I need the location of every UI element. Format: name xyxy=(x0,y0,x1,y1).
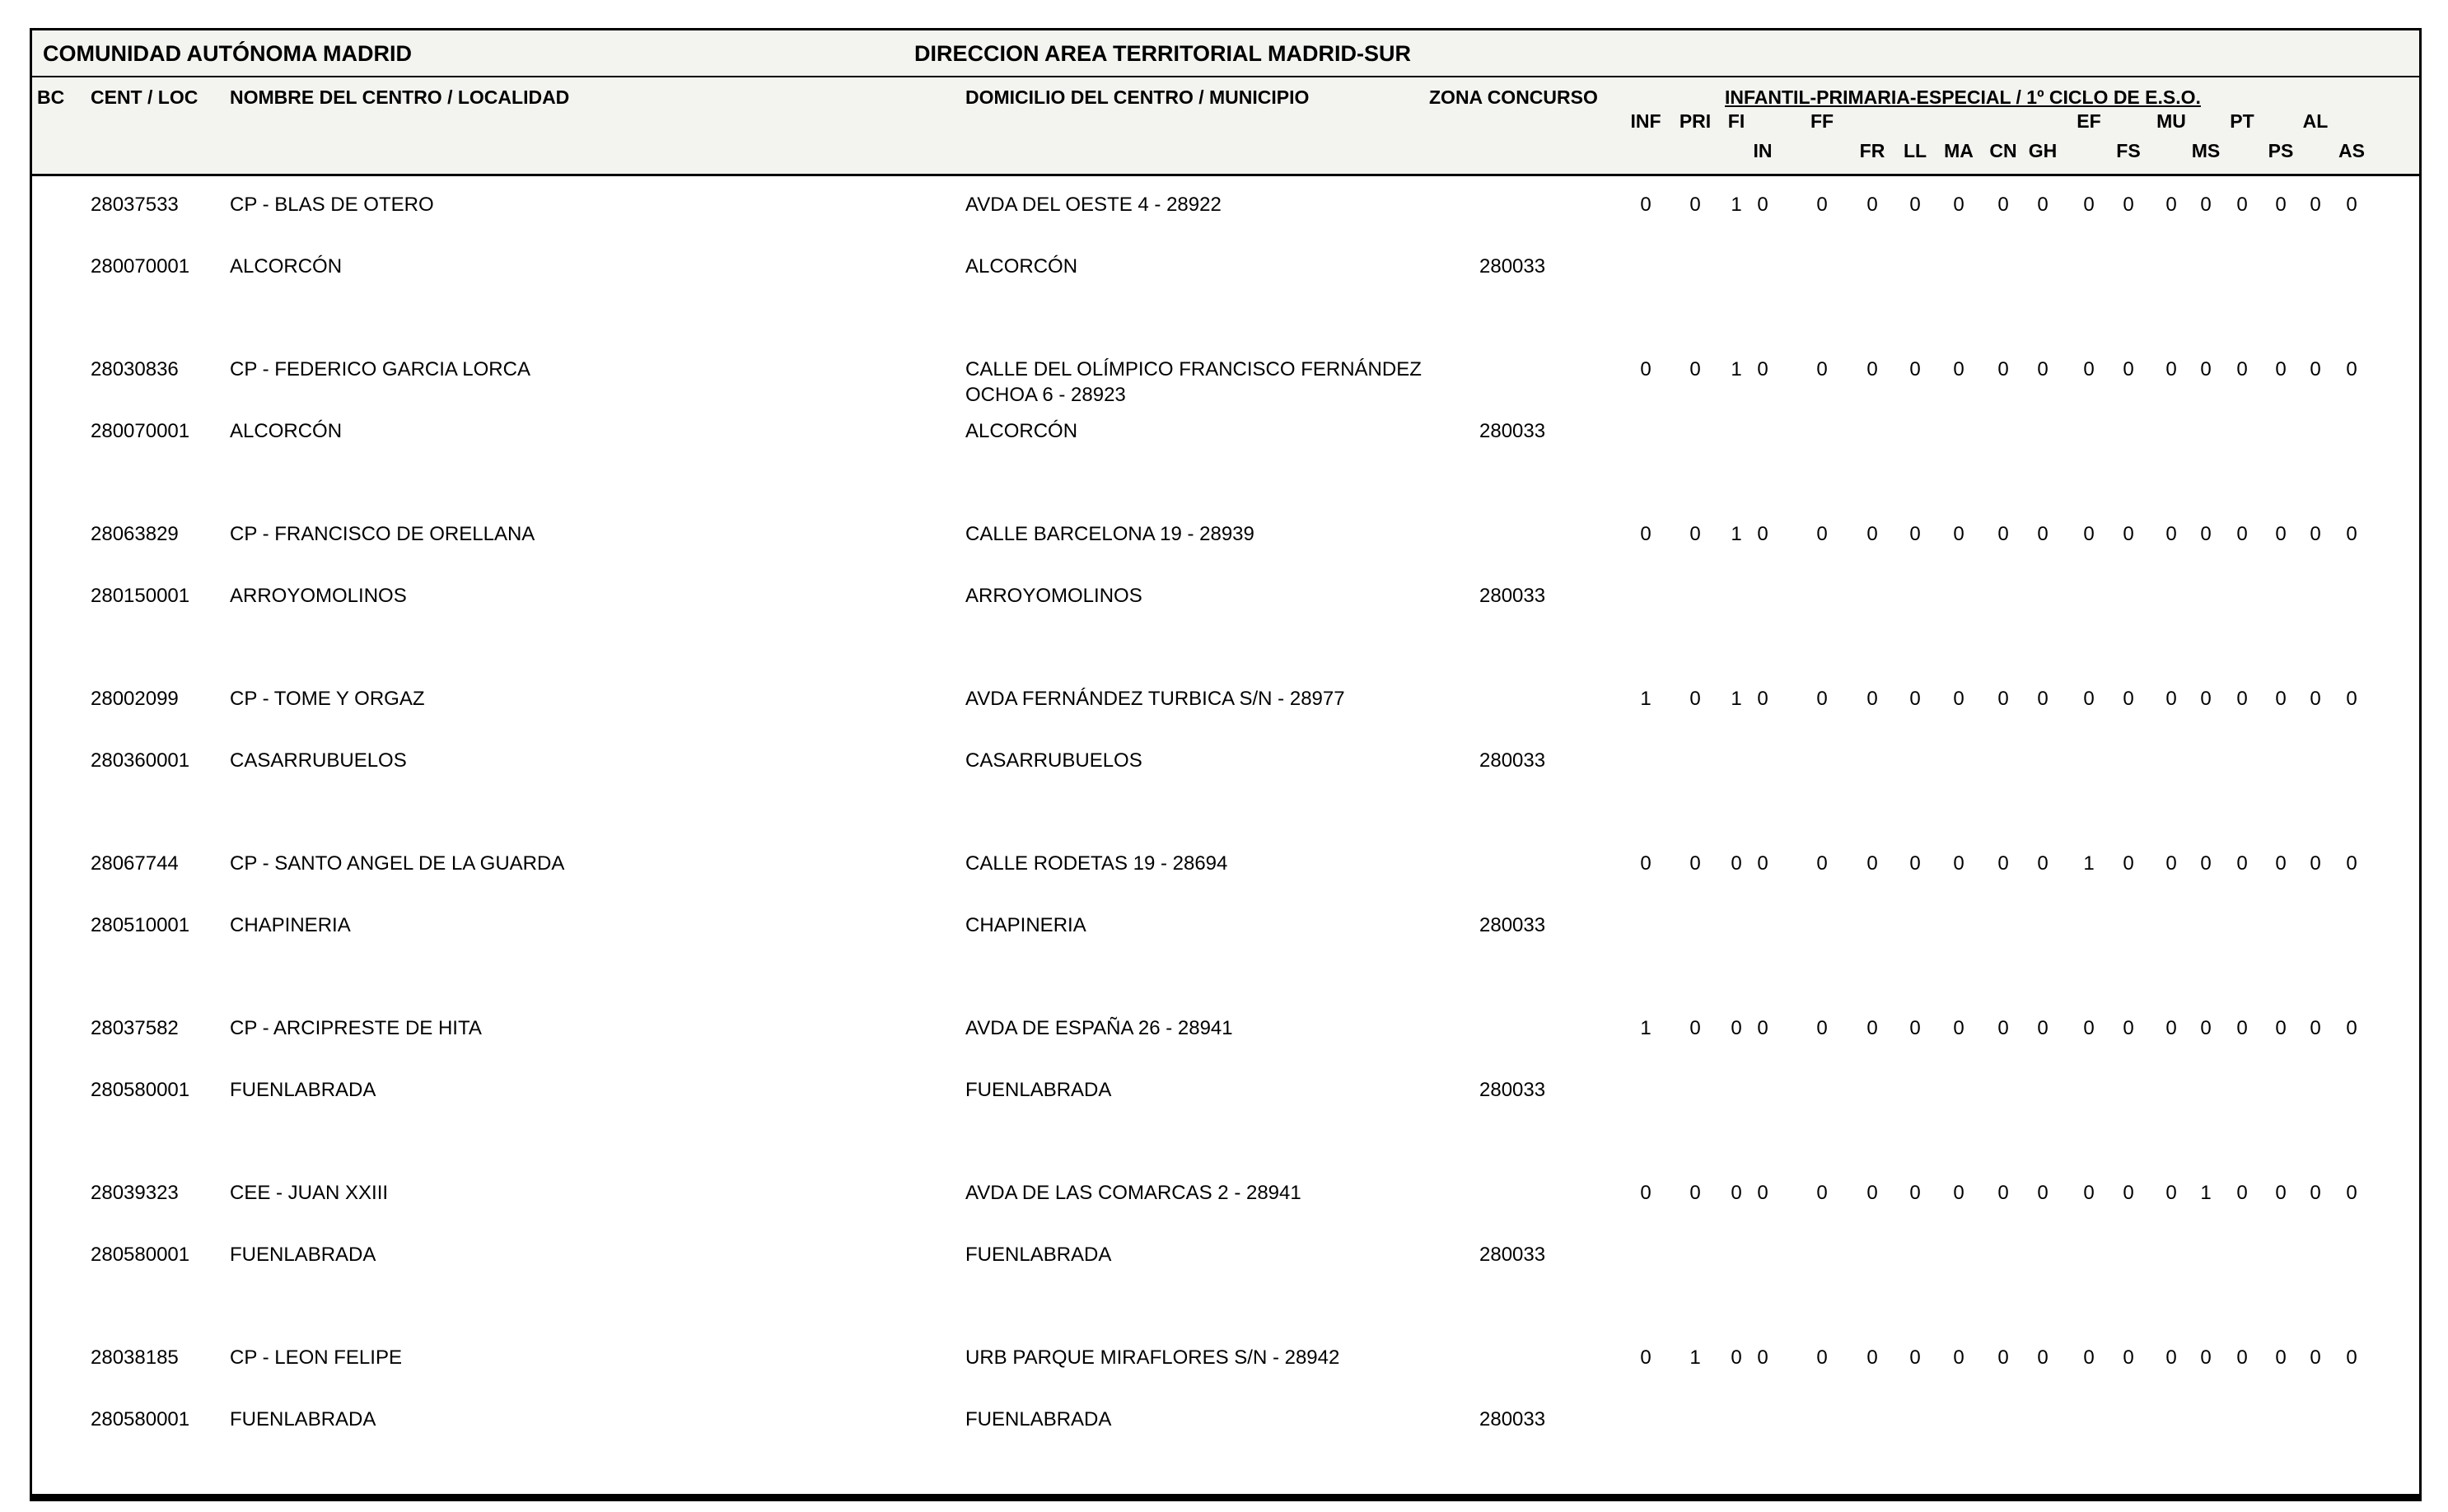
locality-name: FUENLABRADA xyxy=(230,1244,376,1266)
vacancy-cn: 0 xyxy=(1997,194,2009,216)
center-code: 28037533 xyxy=(91,194,179,216)
vacancy-fs: 0 xyxy=(2123,852,2134,875)
center-entry xyxy=(32,506,2419,670)
locality-code: 280150001 xyxy=(91,585,190,607)
report-table-frame xyxy=(30,28,2422,1501)
vacancy-ma: 0 xyxy=(1953,1346,1964,1369)
vacancy-fr: 0 xyxy=(1866,852,1878,875)
center-name: CP - LEON FELIPE xyxy=(230,1346,402,1369)
vacancy-as: 0 xyxy=(2346,1346,2357,1369)
municipality-name: CHAPINERIA xyxy=(965,914,1086,936)
vacancy-gh: 0 xyxy=(2037,1182,2049,1204)
vacancy-fi: 1 xyxy=(1731,688,1742,710)
zona-concurso-value: 280033 xyxy=(1479,914,1546,936)
center-address: CALLE DEL OLÍMPICO FRANCISCO FERNÁNDEZ OCHOA 6 - 28923 xyxy=(965,358,1422,406)
vacancy-in: 0 xyxy=(1757,523,1768,545)
locality-name: FUENLABRADA xyxy=(230,1408,376,1430)
vacancy-pri: 1 xyxy=(1689,1346,1701,1369)
vacancy-inf: 1 xyxy=(1640,1017,1651,1039)
center-name: CP - TOME Y ORGAZ xyxy=(230,688,425,710)
vacancy-fi: 0 xyxy=(1731,1017,1742,1039)
vacancy-pri: 0 xyxy=(1689,523,1701,545)
specialty-code-in: IN xyxy=(1753,140,1773,161)
locality-code: 280070001 xyxy=(91,255,190,278)
specialty-code-fs: FS xyxy=(2116,140,2141,161)
municipality-name: CASARRUBUELOS xyxy=(965,749,1142,772)
vacancy-fr: 0 xyxy=(1866,1346,1878,1369)
vacancy-fs: 0 xyxy=(2123,1182,2134,1204)
vacancy-gh: 0 xyxy=(2037,358,2049,380)
vacancy-cn: 0 xyxy=(1997,1346,2009,1369)
vacancy-ll: 0 xyxy=(1909,1346,1921,1369)
vacancy-ma: 0 xyxy=(1953,688,1964,710)
vacancy-al: 0 xyxy=(2310,1182,2321,1204)
vacancy-pt: 0 xyxy=(2236,1017,2248,1039)
vacancy-ps: 0 xyxy=(2275,1017,2287,1039)
vacancy-gh: 0 xyxy=(2037,1346,2049,1369)
center-name: CP - FEDERICO GARCIA LORCA xyxy=(230,358,530,380)
zona-concurso-value: 280033 xyxy=(1479,1408,1546,1430)
vacancy-inf: 0 xyxy=(1640,358,1651,380)
center-rows xyxy=(32,176,2419,1494)
center-name: CP - BLAS DE OTERO xyxy=(230,194,434,216)
vacancy-pt: 0 xyxy=(2236,523,2248,545)
locality-code: 280580001 xyxy=(91,1408,190,1430)
vacancy-ff: 0 xyxy=(1816,194,1828,216)
vacancy-as: 0 xyxy=(2346,358,2357,380)
territorial-direction-title: DIRECCION AREA TERRITORIAL MADRID-SUR xyxy=(914,41,1412,66)
vacancy-ma: 0 xyxy=(1953,194,1964,216)
vacancy-in: 0 xyxy=(1757,1017,1768,1039)
vacancy-al: 0 xyxy=(2310,194,2321,216)
specialty-code-inf: INF xyxy=(1630,110,1661,132)
vacancy-al: 0 xyxy=(2310,852,2321,875)
center-address: AVDA DE LAS COMARCAS 2 - 28941 xyxy=(965,1182,1301,1204)
vacancy-in: 0 xyxy=(1757,1346,1768,1369)
column-header-domicilio-municipio: DOMICILIO DEL CENTRO / MUNICIPIO xyxy=(965,86,1310,108)
locality-code: 280580001 xyxy=(91,1244,190,1266)
specialty-code-ff: FF xyxy=(1810,110,1834,132)
vacancy-ef: 0 xyxy=(2083,523,2095,545)
vacancy-ma: 0 xyxy=(1953,1017,1964,1039)
vacancy-ff: 0 xyxy=(1816,1017,1828,1039)
vacancy-ff: 0 xyxy=(1816,688,1828,710)
center-address: AVDA FERNÁNDEZ TURBICA S/N - 28977 xyxy=(965,688,1345,710)
vacancy-as: 0 xyxy=(2346,194,2357,216)
title-band xyxy=(32,30,2419,77)
vacancy-ff: 0 xyxy=(1816,1182,1828,1204)
specialty-code-cn: CN xyxy=(1989,140,2017,161)
vacancy-in: 0 xyxy=(1757,194,1768,216)
vacancy-fr: 0 xyxy=(1866,1017,1878,1039)
vacancy-ma: 0 xyxy=(1953,358,1964,380)
vacancy-inf: 1 xyxy=(1640,688,1651,710)
vacancy-cn: 0 xyxy=(1997,688,2009,710)
specialty-code-as: AS xyxy=(2338,140,2365,161)
zona-concurso-value: 280033 xyxy=(1479,1244,1546,1266)
vacancy-ma: 0 xyxy=(1953,1182,1964,1204)
vacancy-pri: 0 xyxy=(1689,194,1701,216)
vacancy-as: 0 xyxy=(2346,688,2357,710)
vacancy-pri: 0 xyxy=(1689,358,1701,380)
vacancy-inf: 0 xyxy=(1640,852,1651,875)
vacancy-fr: 0 xyxy=(1866,194,1878,216)
specialty-code-al: AL xyxy=(2302,110,2329,132)
vacancy-as: 0 xyxy=(2346,852,2357,875)
vacancy-gh: 0 xyxy=(2037,523,2049,545)
vacancy-as: 0 xyxy=(2346,1182,2357,1204)
vacancy-inf: 0 xyxy=(1640,523,1651,545)
center-entry xyxy=(32,1000,2419,1164)
vacancy-fs: 0 xyxy=(2123,194,2134,216)
vacancy-ms: 0 xyxy=(2200,852,2212,875)
vacancy-ef: 1 xyxy=(2083,852,2095,875)
vacancy-inf: 0 xyxy=(1640,194,1651,216)
vacancy-ll: 0 xyxy=(1909,358,1921,380)
center-entry xyxy=(32,835,2419,1000)
center-address: URB PARQUE MIRAFLORES S/N - 28942 xyxy=(965,1346,1340,1369)
vacancy-gh: 0 xyxy=(2037,194,2049,216)
center-code: 28038185 xyxy=(91,1346,179,1369)
vacancy-ma: 0 xyxy=(1953,523,1964,545)
vacancy-pt: 0 xyxy=(2236,852,2248,875)
vacancy-fi: 0 xyxy=(1731,1346,1742,1369)
vacancy-ps: 0 xyxy=(2275,1346,2287,1369)
vacancy-cn: 0 xyxy=(1997,852,2009,875)
vacancy-fs: 0 xyxy=(2123,358,2134,380)
center-name: CP - FRANCISCO DE ORELLANA xyxy=(230,523,535,545)
center-entry xyxy=(32,176,2419,341)
vacancy-mu: 0 xyxy=(2165,1017,2177,1039)
center-code: 28067744 xyxy=(91,852,179,875)
vacancy-ll: 0 xyxy=(1909,852,1921,875)
specialty-code-ms: MS xyxy=(2191,140,2221,161)
locality-name: ALCORCÓN xyxy=(230,255,343,278)
vacancy-ff: 0 xyxy=(1816,358,1828,380)
specialty-code-mu: MU xyxy=(2156,110,2186,132)
municipality-name: ALCORCÓN xyxy=(965,420,1078,442)
vacancy-mu: 0 xyxy=(2165,358,2177,380)
vacancy-pri: 0 xyxy=(1689,688,1701,710)
vacancy-pt: 0 xyxy=(2236,194,2248,216)
vacancy-ll: 0 xyxy=(1909,688,1921,710)
vacancy-fs: 0 xyxy=(2123,688,2134,710)
column-header-nombre-localidad: NOMBRE DEL CENTRO / LOCALIDAD xyxy=(230,86,570,108)
municipality-name: ALCORCÓN xyxy=(965,255,1078,278)
vacancy-in: 0 xyxy=(1757,688,1768,710)
vacancy-pri: 0 xyxy=(1689,852,1701,875)
specialty-code-ll: LL xyxy=(1903,140,1927,161)
center-code: 28039323 xyxy=(91,1182,179,1204)
vacancy-fi: 1 xyxy=(1731,358,1742,380)
vacancy-ef: 0 xyxy=(2083,688,2095,710)
column-header-cent-loc: CENT / LOC xyxy=(91,86,199,108)
center-address: AVDA DEL OESTE 4 - 28922 xyxy=(965,194,1222,216)
vacancy-fr: 0 xyxy=(1866,523,1878,545)
vacancy-fs: 0 xyxy=(2123,1017,2134,1039)
vacancy-ms: 0 xyxy=(2200,1017,2212,1039)
vacancy-gh: 0 xyxy=(2037,1017,2049,1039)
vacancy-in: 0 xyxy=(1757,1182,1768,1204)
vacancy-mu: 0 xyxy=(2165,852,2177,875)
vacancy-pt: 0 xyxy=(2236,1182,2248,1204)
municipality-name: FUENLABRADA xyxy=(965,1079,1112,1101)
vacancy-pri: 0 xyxy=(1689,1182,1701,1204)
zona-concurso-value: 280033 xyxy=(1479,749,1546,772)
vacancy-ms: 1 xyxy=(2200,1182,2212,1204)
vacancy-cn: 0 xyxy=(1997,358,2009,380)
locality-name: CASARRUBUELOS xyxy=(230,749,407,772)
vacancy-ms: 0 xyxy=(2200,194,2212,216)
vacancy-ef: 0 xyxy=(2083,1182,2095,1204)
region-title: COMUNIDAD AUTÓNOMA MADRID xyxy=(43,41,412,66)
vacancy-ms: 0 xyxy=(2200,358,2212,380)
center-entry xyxy=(32,341,2419,506)
vacancy-gh: 0 xyxy=(2037,852,2049,875)
vacancy-al: 0 xyxy=(2310,523,2321,545)
center-code: 28063829 xyxy=(91,523,179,545)
specialty-code-ps: PS xyxy=(2268,140,2294,161)
zona-concurso-value: 280033 xyxy=(1479,255,1546,278)
zona-concurso-value: 280033 xyxy=(1479,1079,1546,1101)
center-name: CEE - JUAN XXIII xyxy=(230,1182,389,1204)
vacancy-ll: 0 xyxy=(1909,194,1921,216)
vacancy-ef: 0 xyxy=(2083,1017,2095,1039)
municipality-name: ARROYOMOLINOS xyxy=(965,585,1142,607)
vacancy-al: 0 xyxy=(2310,358,2321,380)
center-entry xyxy=(32,1329,2419,1494)
vacancy-al: 0 xyxy=(2310,1346,2321,1369)
vacancy-mu: 0 xyxy=(2165,194,2177,216)
vacancy-ef: 0 xyxy=(2083,1346,2095,1369)
vacancy-al: 0 xyxy=(2310,1017,2321,1039)
vacancy-in: 0 xyxy=(1757,358,1768,380)
vacancy-ma: 0 xyxy=(1953,852,1964,875)
vacancy-ps: 0 xyxy=(2275,688,2287,710)
vacancy-mu: 0 xyxy=(2165,523,2177,545)
column-group-title-infantil-primaria: INFANTIL-PRIMARIA-ESPECIAL / 1º CICLO DE E.S.O. xyxy=(1725,86,2201,108)
vacancy-ff: 0 xyxy=(1816,852,1828,875)
vacancy-ef: 0 xyxy=(2083,194,2095,216)
center-address: CALLE BARCELONA 19 - 28939 xyxy=(965,523,1254,545)
vacancy-ms: 0 xyxy=(2200,1346,2212,1369)
vacancy-mu: 0 xyxy=(2165,1182,2177,1204)
vacancy-cn: 0 xyxy=(1997,1017,2009,1039)
center-code: 28002099 xyxy=(91,688,179,710)
vacancy-cn: 0 xyxy=(1997,1182,2009,1204)
specialty-code-ef: EF xyxy=(2077,110,2101,132)
vacancy-fr: 0 xyxy=(1866,688,1878,710)
locality-code: 280510001 xyxy=(91,914,190,936)
center-address: CALLE RODETAS 19 - 28694 xyxy=(965,852,1228,875)
vacancy-fi: 0 xyxy=(1731,1182,1742,1204)
specialty-code-fr: FR xyxy=(1859,140,1885,161)
vacancy-fi: 1 xyxy=(1731,194,1742,216)
locality-name: ALCORCÓN xyxy=(230,420,343,442)
vacancy-pt: 0 xyxy=(2236,688,2248,710)
specialty-code-fi: FI xyxy=(1727,110,1745,132)
center-code: 28037582 xyxy=(91,1017,179,1039)
locality-name: FUENLABRADA xyxy=(230,1079,376,1101)
vacancy-in: 0 xyxy=(1757,852,1768,875)
specialty-code-gh: GH xyxy=(2028,140,2058,161)
locality-name: ARROYOMOLINOS xyxy=(230,585,407,607)
vacancy-ps: 0 xyxy=(2275,523,2287,545)
vacancy-pri: 0 xyxy=(1689,1017,1701,1039)
municipality-name: FUENLABRADA xyxy=(965,1244,1112,1266)
zona-concurso-value: 280033 xyxy=(1479,420,1546,442)
column-header-band xyxy=(32,77,2419,176)
column-header-bc: BC xyxy=(37,86,65,108)
vacancy-fr: 0 xyxy=(1866,1182,1878,1204)
center-entry xyxy=(32,1164,2419,1329)
vacancy-fs: 0 xyxy=(2123,523,2134,545)
vacancy-ms: 0 xyxy=(2200,523,2212,545)
municipality-name: FUENLABRADA xyxy=(965,1408,1112,1430)
vacancy-ll: 0 xyxy=(1909,523,1921,545)
vacancy-as: 0 xyxy=(2346,1017,2357,1039)
zona-concurso-value: 280033 xyxy=(1479,585,1546,607)
center-code: 28030836 xyxy=(91,358,179,380)
locality-code: 280070001 xyxy=(91,420,190,442)
vacancy-fs: 0 xyxy=(2123,1346,2134,1369)
vacancy-ps: 0 xyxy=(2275,852,2287,875)
vacancy-mu: 0 xyxy=(2165,1346,2177,1369)
center-name: CP - ARCIPRESTE DE HITA xyxy=(230,1017,482,1039)
vacancy-pt: 0 xyxy=(2236,1346,2248,1369)
vacancy-ll: 0 xyxy=(1909,1017,1921,1039)
center-entry xyxy=(32,670,2419,835)
center-name: CP - SANTO ANGEL DE LA GUARDA xyxy=(230,852,565,875)
vacancy-ps: 0 xyxy=(2275,1182,2287,1204)
locality-code: 280580001 xyxy=(91,1079,190,1101)
vacancy-al: 0 xyxy=(2310,688,2321,710)
vacancy-as: 0 xyxy=(2346,523,2357,545)
specialty-code-ma: MA xyxy=(1944,140,1974,161)
vacancy-pt: 0 xyxy=(2236,358,2248,380)
vacancy-fi: 0 xyxy=(1731,852,1742,875)
vacancy-ps: 0 xyxy=(2275,194,2287,216)
vacancy-mu: 0 xyxy=(2165,688,2177,710)
vacancy-ll: 0 xyxy=(1909,1182,1921,1204)
vacancy-inf: 0 xyxy=(1640,1182,1651,1204)
vacancy-ff: 0 xyxy=(1816,1346,1828,1369)
vacancy-ef: 0 xyxy=(2083,358,2095,380)
vacancy-ps: 0 xyxy=(2275,358,2287,380)
vacancy-fr: 0 xyxy=(1866,358,1878,380)
column-header-zona-concurso: ZONA CONCURSO xyxy=(1429,86,1598,108)
center-address: AVDA DE ESPAÑA 26 - 28941 xyxy=(965,1017,1233,1039)
vacancy-fi: 1 xyxy=(1731,523,1742,545)
vacancy-gh: 0 xyxy=(2037,688,2049,710)
specialty-code-pt: PT xyxy=(2230,110,2254,132)
vacancy-ms: 0 xyxy=(2200,688,2212,710)
vacancy-cn: 0 xyxy=(1997,523,2009,545)
vacancy-ff: 0 xyxy=(1816,523,1828,545)
vacancy-inf: 0 xyxy=(1640,1346,1651,1369)
locality-name: CHAPINERIA xyxy=(230,914,351,936)
locality-code: 280360001 xyxy=(91,749,190,772)
specialty-code-pri: PRI xyxy=(1679,110,1712,132)
